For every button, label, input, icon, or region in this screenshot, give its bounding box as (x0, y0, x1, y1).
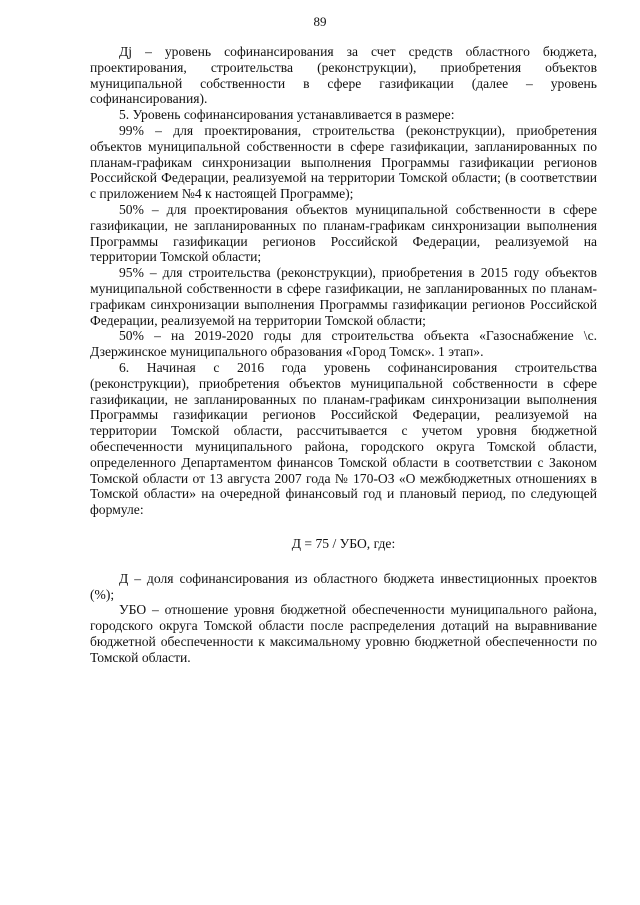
paragraph-section-5-heading: 5. Уровень софинансирования устанавливается в размере: (119, 107, 455, 123)
document-body (90, 44, 597, 665)
paragraph-rate-95: 95% – для строительства (реконструкции), приобретения в 2015 году объектов муниципальной собственности в сфере газификации, не запланированных по планам-графикам синхронизации выполнения Программы газификации регионов Российской Федерации, реализуемой на территории Томской области; (90, 265, 597, 328)
page-number: 89 (313, 14, 327, 29)
paragraph-definition-dj: Дj – уровень софинансирования за счет средств областного бюджета, проектирования, строительства (реконструкции), приобретения объектов муниципальной собственности в сфере газификации (далее – уровень софинансирования). (90, 44, 597, 107)
paragraph-rate-50-design: 50% – для проектирования объектов муниципальной собственности в сфере газификации, не запланированных по планам-графикам синхронизации выполнения Программы газификации регионов Российской Федерации, реализуемой на территории Томской области; (90, 201, 597, 265)
paragraph-definition-ubo: УБО – отношение уровня бюджетной обеспеченности муниципального района, городского округа Томской области после распределения дотаций на выравнивание бюджетной обеспеченности к максимальному уровню бюджетной обеспеченности по Томской области. (90, 602, 597, 665)
formula: Д = 75 / УБО, где: (291, 535, 396, 551)
paragraph-definition-d: Д – доля софинансирования из областного бюджета инвестиционных проектов (%); (90, 570, 597, 602)
paragraph-section-6: 6. Начиная с 2016 года уровень софинансирования строительства (реконструкции), приобретения объектов муниципальной собственности в сфере газификации, не запланированных по планам-графикам синхронизации выполнения Программы газификации регионов Российской Федерации, реализуемой на территории Томской области, рассчитывается с учетом уровня бюджетной обеспеченности муниципального района, городского округа Томской области, определенного Департаментом финансов Томской области в соответствии с Законом Томской области от 13 августа 2007 года № 170-ОЗ «О межбюджетных отношениях в Томской области» на очередной финансовый год и плановый период, по следующей формуле: (90, 359, 597, 518)
paragraph-rate-50-2019: 50% – на 2019-2020 годы для строительства объекта «Газоснабжение \с. Дзержинское муниципального образования «Город Томск». 1 этап». (90, 328, 597, 360)
paragraph-rate-99: 99% – для проектирования, строительства (реконструкции), приобретения объектов муниципальной собственности в сфере газификации, запланированных по планам-графикам синхронизации выполнения Программы газификации регионов Российской Федерации, реализуемой на территории Томской области; (в соответствии с приложением №4 к настоящей Программе); (90, 122, 597, 202)
